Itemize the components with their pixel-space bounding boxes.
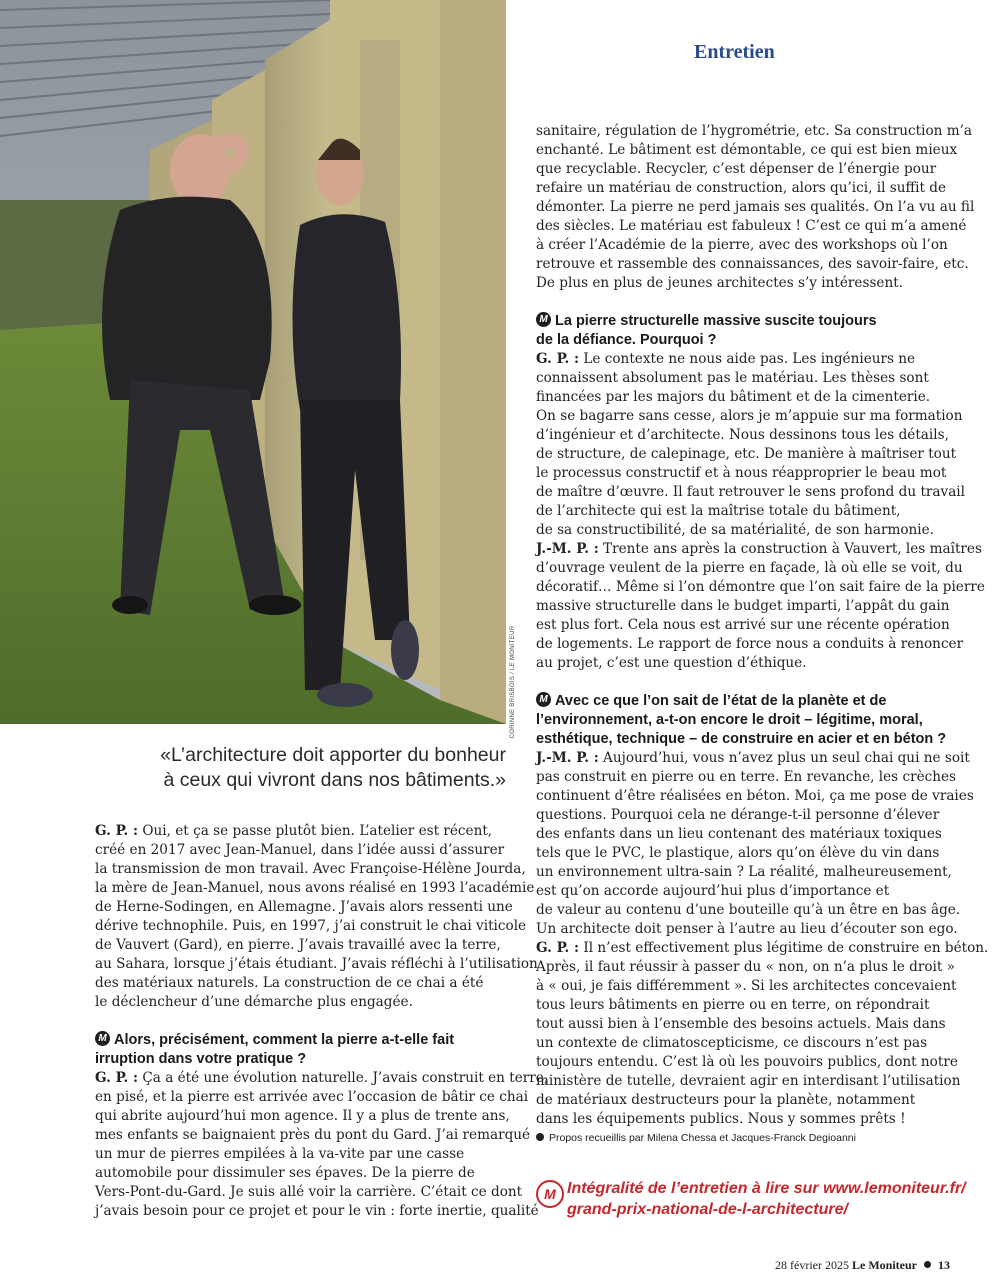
answer-line: un mur de pierres empilées à la va-vite par une casse [95, 1146, 465, 1162]
answer-line: de sa constructibilité, de sa matérialité, de son harmonie. [536, 522, 935, 538]
answer-line: ministère de tutelle, devraient agir en interdisant l’utilisation [536, 1073, 961, 1089]
answer-line: Vers-Pont-du-Gard. Je suis allé voir la carrière. C’était ce dont [95, 1184, 523, 1200]
pull-quote-line: «L’architecture doit apporter du bonheur [160, 744, 506, 766]
bullet-icon [536, 1133, 544, 1141]
question-text: La pierre structurelle massive suscite toujours [555, 313, 877, 329]
answer-line: tous leurs bâtiments en pierre ou en terre, on répondrait [536, 997, 930, 1013]
answer-line: des enfants dans un lieu contenant des matériaux toxiques [536, 826, 942, 842]
answer-line: un environnement ultra-sain ? La réalité, malheureusement, [536, 864, 952, 880]
article-photo [0, 0, 506, 724]
answer-line [536, 540, 982, 559]
speaker-label: G. P. : [95, 823, 139, 839]
question-text: Avec ce que l’on sait de l’état de la planète et de [555, 693, 887, 709]
answer-text: Ça a été une évolution naturelle. J’avais construit en terre, [138, 1070, 549, 1086]
answer-line: massive structurelle dans le budget imparti, l’appât du gain [536, 598, 950, 614]
paragraph-gap [536, 673, 956, 692]
question-line: l’environnement, a-t-on encore le droit – légitime, moral, [536, 712, 923, 728]
question-line [536, 692, 956, 711]
article-column-left [95, 822, 549, 1221]
answer-text: Trente ans après la construction à Vauvert, les maîtres [598, 541, 982, 557]
answer-line: toujours entendu. C’est là où les pouvoirs publics, dont notre [536, 1054, 958, 1070]
answer-line: d’ingénieur et d’architecte. Nous dessinons tous les détails, [536, 427, 949, 443]
answer-line: le déclencheur d’une démarche plus engagée. [95, 994, 413, 1010]
moniteur-logo-icon [536, 1180, 564, 1208]
issue-date: 28 février 2025 [775, 1258, 849, 1272]
answer-line [536, 350, 956, 369]
answer-line: de logements. Le rapport de force nous a conduits à renoncer [536, 636, 964, 652]
answer-line [95, 1069, 549, 1088]
answer-line: refaire un matériau de construction, alors qu’ici, il suffit de [536, 180, 947, 196]
answer-line: de Herne-Sodingen, en Allemagne. J’avais alors ressenti une [95, 899, 513, 915]
page-footer [775, 1258, 950, 1273]
moniteur-question-icon [536, 312, 551, 327]
answer-text: Oui, et ça se passe plutôt bien. L’atelier est récent, [138, 823, 493, 839]
answer-line: de structure, de calepinage, etc. De manière à maîtriser tout [536, 446, 957, 462]
speaker-label: G. P. : [536, 940, 580, 956]
answer-line: de maître d’œuvre. Il faut retrouver le sens profond du travail [536, 484, 966, 500]
pull-quote-line: à ceux qui vivront dans nos bâtiments.» [163, 769, 506, 791]
section-title: Entretien [694, 41, 775, 63]
interview-signoff [536, 1129, 956, 1148]
answer-line [95, 822, 515, 841]
answer-line [536, 749, 970, 768]
question-line: irruption dans votre pratique ? [95, 1051, 307, 1067]
speaker-label: G. P. : [95, 1070, 139, 1086]
signoff-text: Propos recueillis par Milena Chessa et Jacques-Franck Degioanni [549, 1132, 856, 1144]
speaker-label: J.-M. P. : [536, 541, 599, 557]
answer-line: retrouve et rassemble des connaissances, des savoir-faire, etc. [536, 256, 969, 272]
moniteur-question-icon [536, 692, 551, 707]
question-line [95, 1031, 515, 1050]
answer-line: à « oui, je fais différemment ». Si les architectes concevaient [536, 978, 957, 994]
answer-line: à créer l’Académie de la pierre, avec des workshops où l’on [536, 237, 948, 253]
answer-line: mes enfants se baignaient près du pont du Gard. J’ai remarqué [95, 1127, 531, 1143]
answer-line: démonter. La pierre ne perd jamais ses qualités. On l’a vu au fil [536, 199, 975, 215]
answer-line: j’avais besoin pour ce projet et pour le vin : forte inertie, qualité [95, 1203, 539, 1219]
answer-line: au Sahara, lorsque j’étais étudiant. J’avais réfléchi à l’utilisation [95, 956, 538, 972]
answer-line: automobile pour dissimuler ses épaves. De la pierre de [95, 1165, 475, 1181]
answer-line: de Vauvert (Gard), en pierre. J’avais travaillé avec la terre, [95, 937, 501, 953]
answer-line: qui abrite aujourd’hui mon agence. Il y a plus de trente ans, [95, 1108, 510, 1124]
answer-line: continuent d’être réalisées en béton. Moi, ça me pose de vraies [536, 788, 974, 804]
answer-line: de matériaux destructeurs pour la planète, notamment [536, 1092, 916, 1108]
answer-line: la transmission de mon travail. Avec Françoise-Hélène Jourda, [95, 861, 526, 877]
answer-line: le processus constructif et à nous réapproprier le beau mot [536, 465, 947, 481]
answer-line: sanitaire, régulation de l’hygrométrie, etc. Sa construction m’a [536, 123, 973, 139]
answer-line: en pisé, et la pierre est arrivée avec l’occasion de bâtir ce chai [95, 1089, 529, 1105]
speaker-label: G. P. : [536, 351, 580, 367]
photo-credit: CORINNE BRISBOIS / LE MONITEUR [510, 625, 516, 739]
answer-line: Après, il faut réussir à passer du « non, on n’a plus le droit » [536, 959, 955, 975]
answer-line: On se bagarre sans cesse, alors je m’appuie sur ma formation [536, 408, 963, 424]
web-promo-line[interactable]: Intégralité de l’entretien à lire sur www.lemoniteur.fr/ [567, 1180, 966, 1197]
question-line: esthétique, technique – de construire en acier et en béton ? [536, 731, 947, 747]
answer-line: Un architecte doit penser à l’autre au lieu d’écouter son ego. [536, 921, 958, 937]
pull-quote [100, 743, 506, 793]
answer-line: tels que le PVC, le plastique, alors qu’on élève du vin dans [536, 845, 940, 861]
answer-text: Le contexte ne nous aide pas. Les ingénieurs ne [579, 351, 916, 367]
answer-line: enchanté. Le bâtiment est démontable, ce qui est bien mieux [536, 142, 958, 158]
magazine-name: Le Moniteur [852, 1258, 917, 1272]
question-text: Alors, précisément, comment la pierre a-t-elle fait [114, 1032, 455, 1048]
answer-text: Il n’est effectivement plus légitime de construire en béton. [579, 940, 989, 956]
speaker-label: J.-M. P. : [536, 750, 599, 766]
answer-line: que recyclable. Recycler, c’est dépenser de l’énergie pour [536, 161, 937, 177]
question-line [536, 312, 956, 331]
answer-line: dérive technophile. Puis, en 1997, j’ai construit le chai viticole [95, 918, 527, 934]
moniteur-question-icon [95, 1031, 110, 1046]
page-number: 13 [938, 1258, 950, 1272]
answer-line: dans les équipements publics. Nous y sommes prêts ! [536, 1111, 906, 1127]
web-promo-line[interactable]: grand-prix-national-de-l-architecture/ [567, 1201, 848, 1218]
answer-line: financées par les majors du bâtiment et de la cimenterie. [536, 389, 931, 405]
answer-line: est plus fort. Cela nous est arrivé sur une récente opération [536, 617, 950, 633]
answer-line: tout aussi bien à l’ensemble des besoins actuels. Mais dans [536, 1016, 946, 1032]
answer-line: pas construit en pierre ou en terre. En revanche, les crèches [536, 769, 956, 785]
answer-line: est qu’on accorde aujourd’hui plus d’importance et [536, 883, 890, 899]
article-column-right [536, 122, 989, 1148]
answer-line: des siècles. Le matériau est fabuleux ! C’est ce qui m’a amené [536, 218, 967, 234]
answer-line: un contexte de climatoscepticisme, ce discours n’est pas [536, 1035, 928, 1051]
answer-line: de l’architecte qui est la maîtrise totale du bâtiment, [536, 503, 901, 519]
photo-two-architects-icon [0, 0, 506, 724]
web-promo-link[interactable] [567, 1178, 966, 1220]
answer-line: de valeur au contenu d’une bouteille qu’à un être en bas âge. [536, 902, 961, 918]
answer-line: des matériaux naturels. La construction de ce chai a été [95, 975, 484, 991]
answer-line: questions. Pourquoi cela ne dérange-t-il personne d’élever [536, 807, 940, 823]
answer-line: la mère de Jean-Manuel, nous avons réalisé en 1993 l’académie [95, 880, 535, 896]
answer-line [536, 939, 989, 958]
paragraph-gap [536, 293, 956, 312]
answer-line: au projet, c’est une question d’éthique. [536, 655, 807, 671]
answer-line: créé en 2017 avec Jean-Manuel, dans l’idée aussi d’assurer [95, 842, 505, 858]
answer-line: De plus en plus de jeunes architectes s’y intéressent. [536, 275, 903, 291]
answer-line: connaissent absolument pas le matériau. Les thèses sont [536, 370, 929, 386]
question-line: de la défiance. Pourquoi ? [536, 332, 717, 348]
answer-text: Aujourd’hui, vous n’avez plus un seul chai qui ne soit [598, 750, 970, 766]
answer-line: d’ouvrage veulent de la pierre en façade, là où elle se voit, du [536, 560, 963, 576]
answer-line: décoratif… Même si l’on démontre que l’on sait faire de la pierre [536, 579, 985, 595]
paragraph-gap [95, 1012, 515, 1031]
bullet-icon [924, 1261, 931, 1268]
